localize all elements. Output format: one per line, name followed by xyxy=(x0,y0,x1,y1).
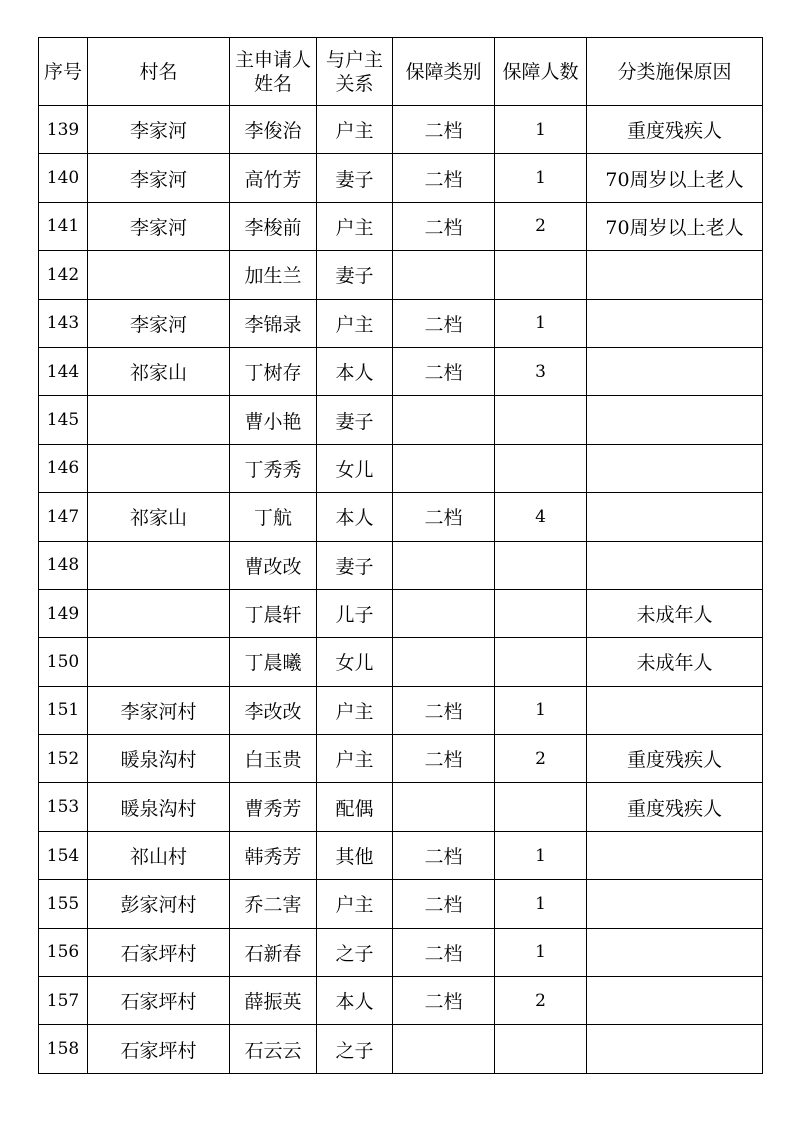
table-body xyxy=(39,106,763,1074)
serial-number-cell: 151 xyxy=(39,686,88,734)
header-row xyxy=(39,38,763,106)
reason-cell: 70周岁以上老人 xyxy=(587,154,763,202)
relationship-cell: 本人 xyxy=(317,347,393,395)
people-count-cell: 1 xyxy=(495,299,587,347)
table-row xyxy=(39,1025,763,1073)
reason-cell xyxy=(587,1025,763,1073)
applicant-name-cell: 高竹芳 xyxy=(230,154,317,202)
header-village-name: 村名 xyxy=(88,38,230,106)
table-row xyxy=(39,396,763,444)
relationship-cell: 户主 xyxy=(317,106,393,154)
table-row xyxy=(39,977,763,1025)
table-row xyxy=(39,299,763,347)
applicant-name-cell: 李俊治 xyxy=(230,106,317,154)
header-assistance-category: 保障类别 xyxy=(393,38,495,106)
relationship-cell: 妻子 xyxy=(317,396,393,444)
reason-cell xyxy=(587,541,763,589)
category-cell xyxy=(393,638,495,686)
table-row xyxy=(39,831,763,879)
reason-cell xyxy=(587,493,763,541)
people-count-cell xyxy=(495,444,587,492)
relationship-cell: 户主 xyxy=(317,299,393,347)
table-row xyxy=(39,783,763,831)
reason-cell: 70周岁以上老人 xyxy=(587,202,763,250)
serial-number-cell: 152 xyxy=(39,735,88,783)
category-cell: 二档 xyxy=(393,928,495,976)
people-count-cell xyxy=(495,1025,587,1073)
category-cell: 二档 xyxy=(393,735,495,783)
applicant-name-cell: 曹小艳 xyxy=(230,396,317,444)
table-row xyxy=(39,493,763,541)
relationship-cell: 妻子 xyxy=(317,154,393,202)
serial-number-cell: 145 xyxy=(39,396,88,444)
people-count-cell xyxy=(495,638,587,686)
village-name-cell: 李家河村 xyxy=(88,686,230,734)
people-count-cell: 1 xyxy=(495,880,587,928)
people-count-cell: 3 xyxy=(495,347,587,395)
village-name-cell: 祁山村 xyxy=(88,831,230,879)
people-count-cell: 2 xyxy=(495,202,587,250)
category-cell: 二档 xyxy=(393,493,495,541)
relationship-cell: 本人 xyxy=(317,977,393,1025)
relationship-cell: 之子 xyxy=(317,1025,393,1073)
people-count-cell xyxy=(495,541,587,589)
category-cell xyxy=(393,541,495,589)
reason-cell: 重度残疾人 xyxy=(587,783,763,831)
village-name-cell xyxy=(88,251,230,299)
relationship-cell: 户主 xyxy=(317,202,393,250)
category-cell xyxy=(393,251,495,299)
category-cell: 二档 xyxy=(393,299,495,347)
serial-number-cell: 141 xyxy=(39,202,88,250)
applicant-name-cell: 曹改改 xyxy=(230,541,317,589)
table-row xyxy=(39,880,763,928)
table-row xyxy=(39,638,763,686)
relationship-cell: 儿子 xyxy=(317,589,393,637)
category-cell xyxy=(393,1025,495,1073)
relationship-cell: 户主 xyxy=(317,880,393,928)
table-row xyxy=(39,735,763,783)
serial-number-cell: 157 xyxy=(39,977,88,1025)
village-name-cell: 李家河 xyxy=(88,154,230,202)
table-row xyxy=(39,106,763,154)
header-people-count: 保障人数 xyxy=(495,38,587,106)
people-count-cell xyxy=(495,589,587,637)
people-count-cell: 1 xyxy=(495,831,587,879)
serial-number-cell: 144 xyxy=(39,347,88,395)
people-count-cell xyxy=(495,396,587,444)
reason-cell xyxy=(587,977,763,1025)
village-name-cell xyxy=(88,444,230,492)
serial-number-cell: 142 xyxy=(39,251,88,299)
village-name-cell xyxy=(88,396,230,444)
village-name-cell: 李家河 xyxy=(88,299,230,347)
relationship-cell: 女儿 xyxy=(317,444,393,492)
applicant-name-cell: 李梭前 xyxy=(230,202,317,250)
category-cell xyxy=(393,396,495,444)
serial-number-cell: 156 xyxy=(39,928,88,976)
table-row xyxy=(39,444,763,492)
applicant-name-cell: 乔二害 xyxy=(230,880,317,928)
reason-cell: 重度残疾人 xyxy=(587,735,763,783)
table-row xyxy=(39,154,763,202)
village-name-cell xyxy=(88,541,230,589)
relationship-cell: 配偶 xyxy=(317,783,393,831)
relationship-cell: 户主 xyxy=(317,735,393,783)
village-name-cell: 李家河 xyxy=(88,202,230,250)
relationship-cell: 户主 xyxy=(317,686,393,734)
serial-number-cell: 139 xyxy=(39,106,88,154)
applicant-name-cell: 李锦录 xyxy=(230,299,317,347)
relationship-cell: 本人 xyxy=(317,493,393,541)
serial-number-cell: 148 xyxy=(39,541,88,589)
relationship-cell: 其他 xyxy=(317,831,393,879)
category-cell: 二档 xyxy=(393,880,495,928)
category-cell: 二档 xyxy=(393,154,495,202)
reason-cell xyxy=(587,299,763,347)
applicant-name-cell: 李改改 xyxy=(230,686,317,734)
village-name-cell: 石家坪村 xyxy=(88,977,230,1025)
table-row xyxy=(39,589,763,637)
table-row xyxy=(39,202,763,250)
table-row xyxy=(39,251,763,299)
serial-number-cell: 154 xyxy=(39,831,88,879)
relationship-cell: 之子 xyxy=(317,928,393,976)
header-applicant-name: 主申请人姓名 xyxy=(230,38,317,106)
serial-number-cell: 143 xyxy=(39,299,88,347)
village-name-cell: 祁家山 xyxy=(88,493,230,541)
category-cell: 二档 xyxy=(393,202,495,250)
reason-cell xyxy=(587,444,763,492)
category-cell xyxy=(393,589,495,637)
reason-cell xyxy=(587,396,763,444)
reason-cell: 未成年人 xyxy=(587,589,763,637)
reason-cell xyxy=(587,928,763,976)
serial-number-cell: 147 xyxy=(39,493,88,541)
serial-number-cell: 140 xyxy=(39,154,88,202)
category-cell xyxy=(393,783,495,831)
reason-cell xyxy=(587,251,763,299)
table-row xyxy=(39,686,763,734)
people-count-cell: 1 xyxy=(495,154,587,202)
table-header xyxy=(39,38,763,106)
applicant-name-cell: 丁晨曦 xyxy=(230,638,317,686)
applicant-name-cell: 加生兰 xyxy=(230,251,317,299)
village-name-cell: 祁家山 xyxy=(88,347,230,395)
header-classification-reason: 分类施保原因 xyxy=(587,38,763,106)
serial-number-cell: 146 xyxy=(39,444,88,492)
category-cell: 二档 xyxy=(393,831,495,879)
people-count-cell: 1 xyxy=(495,106,587,154)
serial-number-cell: 149 xyxy=(39,589,88,637)
category-cell xyxy=(393,444,495,492)
village-name-cell: 暖泉沟村 xyxy=(88,783,230,831)
category-cell: 二档 xyxy=(393,347,495,395)
village-name-cell xyxy=(88,589,230,637)
applicant-name-cell: 石新春 xyxy=(230,928,317,976)
village-name-cell: 彭家河村 xyxy=(88,880,230,928)
header-serial-number: 序号 xyxy=(39,38,88,106)
village-name-cell: 石家坪村 xyxy=(88,1025,230,1073)
reason-cell xyxy=(587,686,763,734)
applicant-name-cell: 薛振英 xyxy=(230,977,317,1025)
relationship-cell: 妻子 xyxy=(317,251,393,299)
village-name-cell: 暖泉沟村 xyxy=(88,735,230,783)
applicant-name-cell: 丁树存 xyxy=(230,347,317,395)
village-name-cell: 李家河 xyxy=(88,106,230,154)
reason-cell: 未成年人 xyxy=(587,638,763,686)
category-cell: 二档 xyxy=(393,106,495,154)
header-relationship: 与户主关系 xyxy=(317,38,393,106)
applicant-name-cell: 白玉贵 xyxy=(230,735,317,783)
reason-cell xyxy=(587,347,763,395)
assistance-roster-table xyxy=(38,37,763,1074)
relationship-cell: 女儿 xyxy=(317,638,393,686)
people-count-cell: 1 xyxy=(495,686,587,734)
people-count-cell: 1 xyxy=(495,928,587,976)
people-count-cell xyxy=(495,251,587,299)
table-row xyxy=(39,541,763,589)
relationship-cell: 妻子 xyxy=(317,541,393,589)
applicant-name-cell: 丁秀秀 xyxy=(230,444,317,492)
serial-number-cell: 150 xyxy=(39,638,88,686)
village-name-cell: 石家坪村 xyxy=(88,928,230,976)
serial-number-cell: 155 xyxy=(39,880,88,928)
applicant-name-cell: 曹秀芳 xyxy=(230,783,317,831)
applicant-name-cell: 丁航 xyxy=(230,493,317,541)
village-name-cell xyxy=(88,638,230,686)
people-count-cell xyxy=(495,783,587,831)
people-count-cell: 2 xyxy=(495,977,587,1025)
reason-cell xyxy=(587,880,763,928)
people-count-cell: 4 xyxy=(495,493,587,541)
table-row xyxy=(39,347,763,395)
people-count-cell: 2 xyxy=(495,735,587,783)
category-cell: 二档 xyxy=(393,977,495,1025)
serial-number-cell: 158 xyxy=(39,1025,88,1073)
reason-cell xyxy=(587,831,763,879)
applicant-name-cell: 韩秀芳 xyxy=(230,831,317,879)
applicant-name-cell: 丁晨轩 xyxy=(230,589,317,637)
applicant-name-cell: 石云云 xyxy=(230,1025,317,1073)
serial-number-cell: 153 xyxy=(39,783,88,831)
category-cell: 二档 xyxy=(393,686,495,734)
table-row xyxy=(39,928,763,976)
reason-cell: 重度残疾人 xyxy=(587,106,763,154)
